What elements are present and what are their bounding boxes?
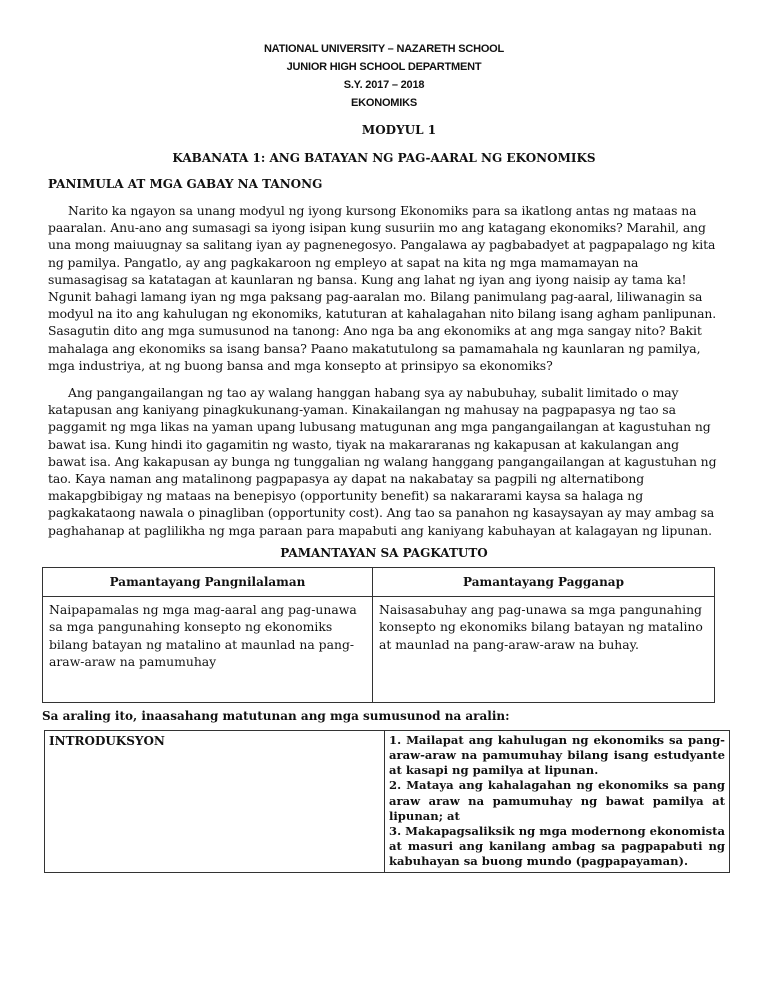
objectives-table (44, 730, 730, 873)
school-header (48, 40, 720, 112)
scarcity-paragraph: Ang pangangailangan ng tao ay walang hanggan habang sya ay nabubuhay, subalit limitado o may katapusan ang kaniyang pinagkukunang-yaman. Kinakailangan ng mahusay na pagpapasya ng tao sa paggamit ng mga likas na yaman upang lubusang matugunan ang mga pangangailangan at kagustuhan ng bawat isa. Kung hindi ito gagamitin ng wasto, tiyak na makararanas ng kakapusan at kakulangan ang bawat isa. Ang kakapusan ay bunga ng tunggalian ng walang hanggang pangangailangan at kagustuhan ng tao. Kaya naman ang matalinong pagpapasya ay dapat na nakabatay sa pagpili ng alternatibong makapgbibigay ng mataas na benepisyo (opportunity benefit) sa nakararami kaysa sa halaga ng pagkakataong nawala o pinagliban (opportunity cost). Ang tao sa panahon ng kasaysayan ay may ambag sa paghahanap at paglilikha ng mga paraan para mapabuti ang kaniyang kabuhayan at kalagayan ng lipunan. (48, 385, 717, 538)
objectives-cell (385, 730, 730, 872)
objective-item: 1. Mailapat ang kahulugan ng ekonomiks sa pang-araw-araw na pamumuhay bilang isang estudyante at kasapi ng pamilya at lipunan. (389, 732, 725, 778)
content-standard-header: Pamantayang Pangnilalaman (43, 567, 373, 596)
chapter-title: KABANATA 1: ANG BATAYAN NG PAG-AARAL NG EKONOMIKS (172, 151, 596, 165)
section-title: PANIMULA AT MGA GABAY NA TANONG (48, 177, 323, 191)
school-name: NATIONAL UNIVERSITY – NAZARETH SCHOOL (263, 43, 505, 55)
standards-table (42, 567, 715, 703)
content-standard-cell: Naipapamalas ng mga mag-aaral ang pag-unawa sa mga pangunahing konsepto ng ekonomiks bilang batayan ng matalino at maunlad na pang-araw-araw na pamumuhay (43, 596, 373, 702)
objectives-intro: Sa araling ito, inaasahang matutunan ang mga sumusunod na aralin: (42, 708, 510, 723)
objective-item: 2. Mataya ang kahalagahan ng ekonomiks sa pang araw araw na pamumuhay ng bawat pamilya at lipunan; at (389, 778, 725, 823)
department-name: JUNIOR HIGH SCHOOL DEPARTMENT (286, 61, 482, 73)
school-year: S.Y. 2017 – 2018 (343, 79, 425, 91)
topic-cell: INTRODUKSYON (45, 730, 385, 872)
intro-paragraph: Narito ka ngayon sa unang modyul ng iyong kursong Ekonomiks para sa ikatlong antas ng mataas na paaralan. Anu-ano ang sumasagi sa iyong isipan kung susuriin mo ang katagang ekonomiks? Marahil, ang una mong maiuugnay sa salitang iyan ay pagnenegosyo. Pangalawa ay pagbabadyet at pagpapalago ng kita ng pamilya. Pangatlo, ay ang pagkakaroon ng empleyo at sapat na kita ng mga mamamayan na sumasagisag sa katatagan at kaunlaran ng bansa. Kung ang lahat ng iyan ang iyong naisip ay tama ka! Ngunit bahagi lamang iyan ng mga paksang pag-aaralan mo. Bilang panimulang pag-aaral, liliwanagin sa modyul na ito ang kahulugan ng ekonomiks, katuturan at kahalagahan nito bilang isang agham panlipunan. Sasagutin dito ang mga sumusunod na tanong: Ano nga ba ang ekonomiks at ang mga sangay nito? Bakit mahalaga ang ekonomiks sa isang bansa? Paano makatutulong sa pamamahala ng kaunlaran ng pamilya, mga industriya, at ng buong bansa and mga konsepto at prinsipyo sa ekonomiks? (48, 203, 717, 373)
performance-standard-cell: Naisasabuhay ang pag-unawa sa mga pangunahing konsepto ng ekonomiks bilang batayan ng matalino at maunlad na pang-araw-araw na buhay. (373, 596, 715, 702)
module-title: MODYUL 1 (361, 123, 437, 137)
subject-name: EKONOMIKS (350, 97, 418, 109)
performance-standard-header: Pamantayang Pagganap (373, 567, 715, 596)
objective-item: 3. Makapagsaliksik ng mga modernong ekonomista at masuri ang kanilang ambag sa pagpapabuti ng kabuhayan sa buong mundo (pagpapayaman). (389, 824, 725, 869)
standards-caption: PAMANTAYAN SA PAGKATUTO (280, 545, 488, 560)
